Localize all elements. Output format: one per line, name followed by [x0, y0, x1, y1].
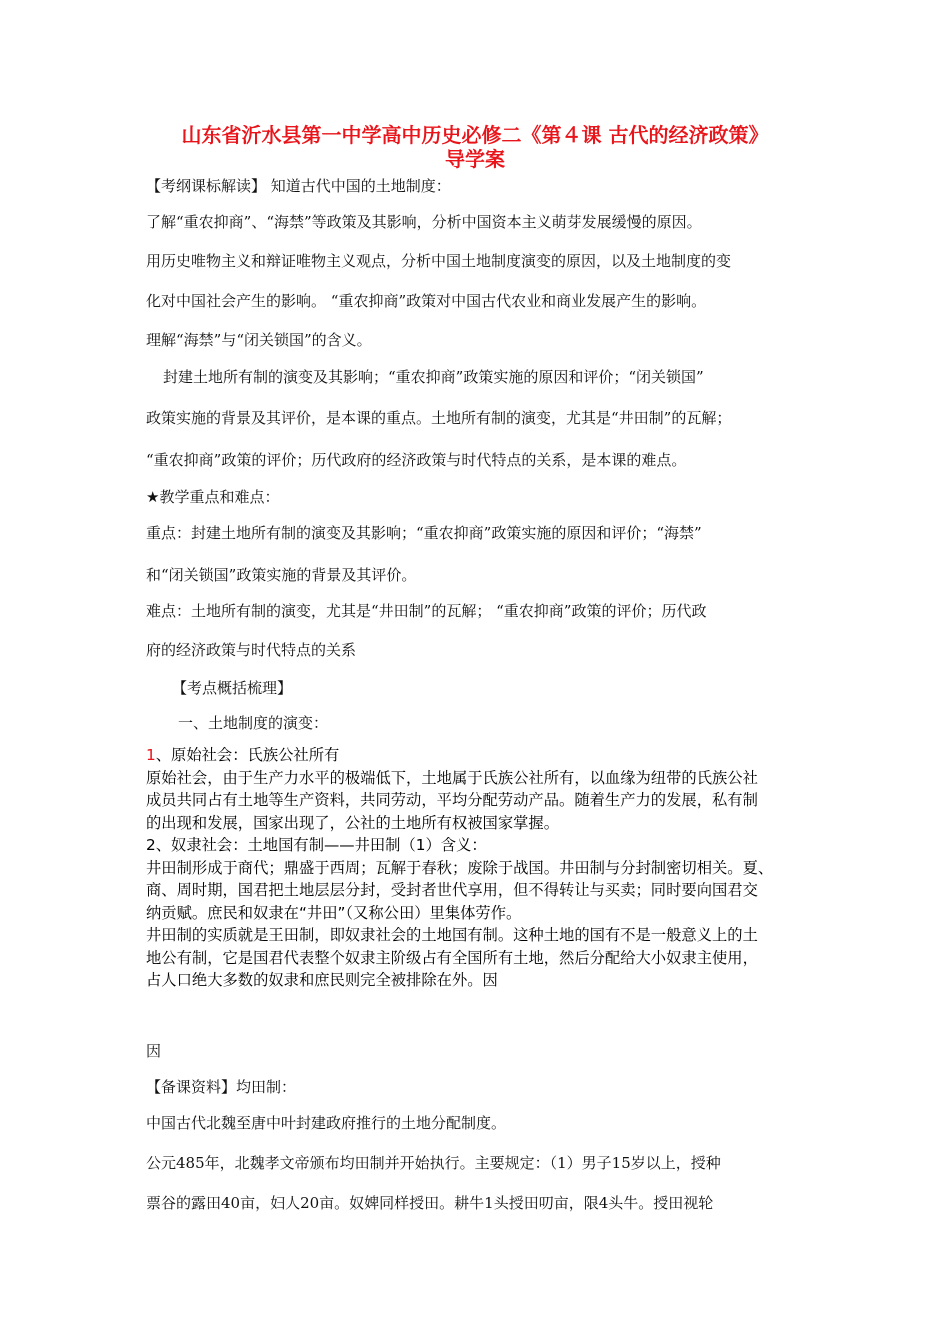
paragraph-line: 化对中国社会产生的影响。 “重农抑商”政策对中国古代农业和商业发展产生的影响。 — [146, 292, 707, 310]
block-line: 占人口绝大多数的奴隶和庶民则完全被排除在外。因 — [146, 971, 498, 989]
key-points-heading: ★教学重点和难点： — [146, 488, 280, 506]
paragraph-line: 封建土地所有制的演变及其影响；“重农抑商”政策实施的原因和评价；“闭关锁国” — [163, 368, 704, 386]
paragraph-line: 难点：土地所有制的演变，尤其是“井田制”的瓦解； “重农抑商”政策的评价；历代政 — [146, 602, 707, 620]
paragraph-line: “重农抑商”政策的评价；历代政府的经济政策与时代特点的关系，是本课的难点。 — [146, 451, 687, 469]
exam-points-heading: 【考点概括梳理】 — [172, 679, 293, 697]
paragraph-line: 因 — [146, 1042, 162, 1060]
syllabus-heading: 【考纲课标解读】 知道古代中国的土地制度： — [146, 177, 451, 195]
block-line: 原始社会，由于生产力水平的极端低下，土地属于氏族公社所有，以血缘为纽带的氏族公社 — [146, 768, 758, 787]
title-line-2: 导学案 — [445, 147, 505, 171]
paragraph-line: 政策实施的背景及其评价，是本课的重点。土地所有制的演变，尤其是“井田制”的瓦解； — [146, 409, 732, 427]
paragraph-line: 了解“重农抑商”、“海禁”等政策及其影响，分析中国资本主义萌芽发展缓慢的原因。 — [146, 213, 702, 231]
block-line: 商、周时期，国君把土地层层分封，受封者世代享用，但不得转让与买卖；同时要向国君交 — [146, 881, 758, 899]
paragraph-line: 公元485年，北魏孝文帝颁布均田制并开始执行。主要规定：（1）男子15岁以上，授种 — [146, 1154, 721, 1172]
paragraph-line: 理解“海禁”与“闭关锁国”的含义。 — [146, 331, 372, 349]
block-line: 的出现和发展，国家出现了，公社的土地所有权被国家掌握。 — [146, 813, 560, 832]
document-title — [120, 123, 830, 171]
paragraph-line: 重点：封建土地所有制的演变及其影响；“重农抑商”政策实施的原因和评价；“海禁” — [146, 524, 702, 542]
block-line: 井田制的实质就是王田制，即奴隶社会的土地国有制。这种土地的国有不是一般意义上的土 — [146, 926, 758, 944]
materials-heading: 【备课资料】均田制： — [146, 1078, 297, 1096]
block-line: 成员共同占有土地等生产资料，共同劳动，平均分配劳动产品。随着生产力的发展，私有制 — [146, 791, 758, 809]
title-line-1: 山东省沂水县第一中学高中历史必修二《第４课 古代的经济政策》 — [181, 123, 769, 147]
block-line: 地公有制，它是国君代表整个奴隶主阶级占有全国所有土地，然后分配给大小奴隶主使用， — [146, 948, 758, 967]
block-line: 纳贡赋。庶民和奴隶在“井田”（又称公田）里集体劳作。 — [146, 903, 522, 922]
section-heading: 一、土地制度的演变： — [178, 714, 329, 732]
block-line: 井田制形成于商代；鼎盛于西周；瓦解于春秋；废除于战国。井田制与分封制密切相关。夏、 — [146, 858, 774, 877]
subsection-heading: 2、奴隶社会：土地国有制——井田制（1）含义： — [146, 836, 487, 854]
pasted-text-block — [146, 744, 821, 992]
paragraph-line: 和“闭关锁国”政策实施的背景及其评价。 — [146, 566, 417, 584]
subsection-heading: 1、原始社会：氏族公社所有 — [146, 746, 340, 764]
paragraph-line: 用历史唯物主义和辩证唯物主义观点，分析中国土地制度演变的原因，以及土地制度的变 — [146, 252, 732, 270]
paragraph-line: 府的经济政策与时代特点的关系 — [146, 641, 357, 659]
paragraph-line: 中国古代北魏至唐中叶封建政府推行的土地分配制度。 — [146, 1114, 507, 1132]
paragraph-line: 票谷的露田40亩，妇人20亩。奴婢同样授田。耕牛1头授田叨亩，限4头牛。授田视轮 — [146, 1194, 714, 1212]
